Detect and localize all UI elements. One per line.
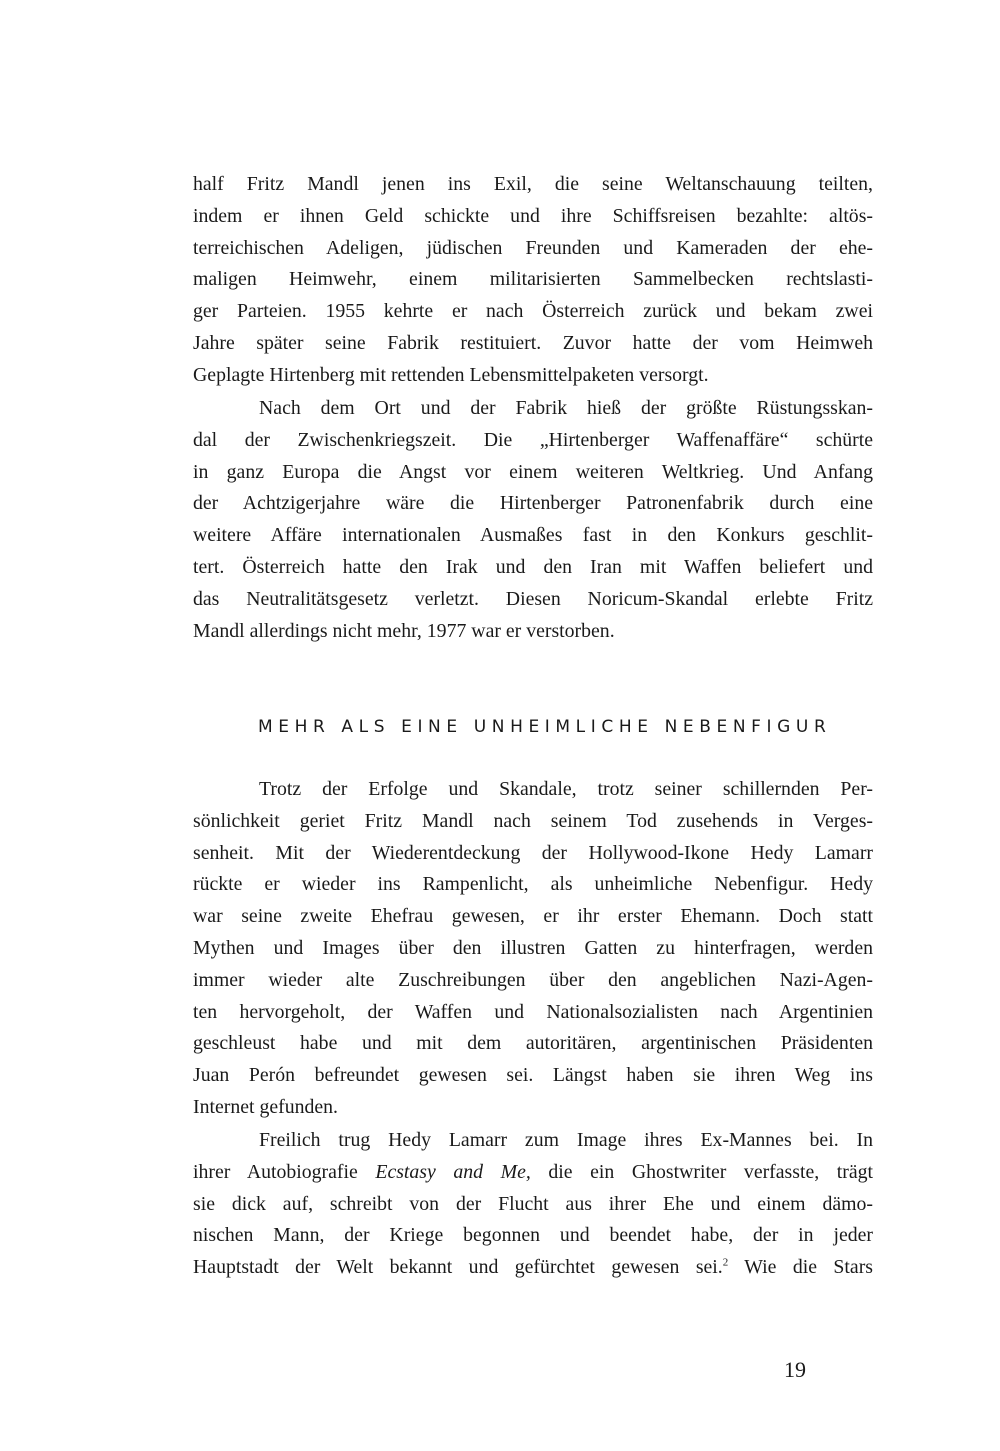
- text-line: sie dick auf, schreibt von der Flucht aus ihrer Ehe und einem dämo-: [193, 1192, 873, 1215]
- text-line: Geplagte Hirtenberg mit rettenden Lebensmittelpaketen versorgt.: [193, 363, 709, 386]
- paragraph-3: [193, 774, 873, 1124]
- footnote-marker: 2: [722, 1256, 729, 1269]
- text-line: maligen Heimwehr, einem militarisierten Sammelbecken rechtslasti-: [193, 268, 873, 291]
- text-line: Trotz der Erfolge und Skandale, trotz seiner schillernden Per-: [259, 778, 873, 800]
- text-line: terreichischen Adeligen, jüdischen Freunden und Kameraden der ehe-: [193, 236, 873, 259]
- text-line: in ganz Europa die Angst vor einem weiteren Weltkrieg. Und Anfang: [193, 460, 873, 483]
- text-line: Freilich trug Hedy Lamarr zum Image ihres Ex-Mannes bei. In: [259, 1129, 873, 1151]
- page-number: 19: [784, 1357, 806, 1382]
- text-span: ihrer Autobiografie: [193, 1160, 376, 1183]
- text-line-with-title: [193, 1157, 873, 1189]
- text-line: immer wieder alte Zuschreibungen über den angeblichen Nazi-Agen-: [193, 968, 873, 991]
- book-title: Ecstasy and Me,: [375, 1160, 531, 1183]
- text-line-with-footnote: [193, 1252, 873, 1284]
- text-line: sönlichkeit geriet Fritz Mandl nach seinem Tod zusehends in Verges-: [193, 809, 873, 832]
- text-line: ger Parteien. 1955 kehrte er nach Österreich zurück und bekam zwei: [193, 300, 873, 323]
- text-line: dal der Zwischenkriegszeit. Die „Hirtenberger Waffenaffäre“ schürte: [193, 428, 873, 451]
- text-line: indem er ihnen Geld schickte und ihre Schiffsreisen bezahlte: altös-: [193, 204, 873, 227]
- text-span: Wie die Stars: [728, 1256, 873, 1279]
- text-line: der Achtzigerjahre wäre die Hirtenberger Patronenfabrik durch eine: [193, 492, 873, 515]
- text-line: geschleust habe und mit dem autoritären, argentinischen Präsidenten: [193, 1032, 873, 1055]
- paragraph-1: [193, 169, 873, 392]
- text-line: half Fritz Mandl jenen ins Exil, die seine Weltanschauung teilten,: [193, 173, 873, 195]
- text-line: weitere Affäre internationalen Ausmaßes fast in den Konkurs geschlit-: [193, 524, 873, 547]
- text-line: Jahre später seine Fabrik restituiert. Zuvor hatte der vom Heimweh: [193, 331, 873, 354]
- text-line: Mandl allerdings nicht mehr, 1977 war er verstorben.: [193, 619, 615, 642]
- text-line: Nach dem Ort und der Fabrik hieß der größte Rüstungsskan-: [259, 397, 873, 419]
- text-line: Internet gefunden.: [193, 1095, 338, 1118]
- text-line: senheit. Mit der Wiederentdeckung der Hollywood-Ikone Hedy Lamarr: [193, 841, 873, 864]
- text-line: Mythen und Images über den illustren Gatten zu hinterfragen, werden: [193, 936, 873, 959]
- paragraph-4: [193, 1125, 873, 1284]
- text-line: tert. Österreich hatte den Irak und den Iran mit Waffen beliefert und: [193, 555, 873, 578]
- text-line: das Neutralitätsgesetz verletzt. Diesen Noricum-Skandal erlebte Fritz: [193, 587, 873, 610]
- paragraph-2: [193, 393, 873, 647]
- text-span: Hauptstadt der Welt bekannt und gefürchtet gewesen sei.: [193, 1256, 723, 1279]
- text-line: ten hervorgeholt, der Waffen und Nationalsozialisten nach Argentinien: [193, 1000, 873, 1023]
- text-line: nischen Mann, der Kriege begonnen und beendet habe, der in jeder: [193, 1224, 873, 1247]
- text-line: rückte er wieder ins Rampenlicht, als unheimliche Nebenfigur. Hedy: [193, 873, 873, 896]
- text-span: die ein Ghostwriter verfasste, trägt: [530, 1160, 873, 1183]
- text-line: Juan Perón befreundet gewesen sei. Längst haben sie ihren Weg ins: [193, 1064, 873, 1087]
- text-line: war seine zweite Ehefrau gewesen, er ihr erster Ehemann. Doch statt: [193, 905, 873, 928]
- section-heading: MEHR ALS EINE UNHEIMLICHE NEBENFIGUR: [258, 717, 832, 737]
